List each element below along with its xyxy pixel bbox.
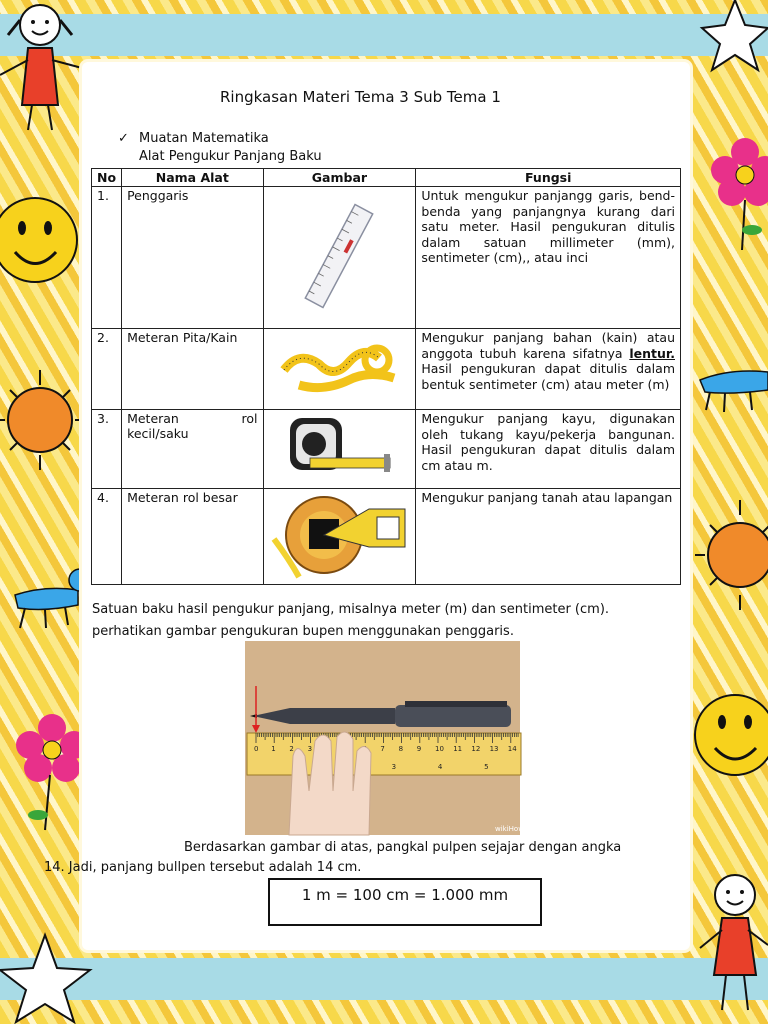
row-name: Meteran Pita/Kain [122, 329, 263, 410]
ruler-inch-label: 3 [391, 763, 397, 771]
ruler-label: 12 [471, 745, 481, 753]
row-function: Untuk mengukur panjangg garis, bend-benda yang panjangnya kurang dari satu meter. Hasil pengukuran ditulis dalam satuan millimeter (mm), sentimeter (cm),, atau inci [416, 187, 681, 329]
cat-right-icon [700, 371, 768, 412]
table-row [92, 410, 681, 489]
function-text: Hasil pengukuran dapat ditulis dalam bentuk sentimeter (cm) atau meter (m) [421, 361, 675, 392]
row-name: Penggaris [122, 187, 263, 329]
header-image: Gambar [263, 169, 416, 187]
wikihow-watermark: wikiHow [495, 825, 524, 833]
row-no: 2. [92, 329, 122, 410]
ruler-label: 2 [289, 745, 294, 753]
ruler-label: 7 [380, 745, 385, 753]
ruler-label: 3 [307, 745, 313, 753]
star-top-right-icon [702, 0, 768, 70]
smiley-left-icon [0, 198, 77, 282]
pen-ruler-photo [245, 641, 524, 835]
conclusion-line-1: Berdasarkan gambar di atas, pangkal pulpen sejajar dengan angka [184, 840, 622, 855]
sun-left-icon [0, 370, 90, 470]
table-header-row [92, 169, 681, 187]
ruler-label: 11 [453, 745, 463, 753]
row-no: 4. [92, 489, 122, 585]
unit-conversion-box: 1 m = 100 cm = 1.000 mm [268, 878, 542, 926]
topic-label: Alat Pengukur Panjang Baku [139, 149, 322, 164]
row-function: Mengukur panjang tanah atau lapangan [416, 489, 681, 585]
cat-left-icon [15, 569, 91, 628]
girl-bottom-right-icon [700, 875, 768, 1010]
header-no: No [92, 169, 122, 187]
ruler-label: 10 [435, 745, 444, 753]
function-text: Mengukur panjang bahan (kain) atau anggota tubuh karena sifatnya [421, 330, 675, 361]
ruler-inch-label: 5 [484, 763, 489, 771]
emphasis-lentur: lentur. [629, 345, 675, 361]
subject-label: Muatan Matematika [139, 131, 269, 146]
girl-top-left-icon [0, 5, 82, 130]
row-function: Mengukur panjang kayu, digunakan oleh tukang kayu/pekerja bangunan. Hasil pengukuran dapat ditulis dalam cm atau m. [416, 410, 681, 489]
conclusion-paragraph [44, 838, 682, 878]
row-name: Meteran rol kecil/saku [122, 410, 263, 489]
flower-right-icon [711, 138, 768, 250]
flower-left-icon [16, 714, 88, 830]
sun-right-icon [695, 500, 768, 610]
row-name: Meteran rol besar [122, 489, 263, 585]
ruler-label: 14 [507, 745, 517, 753]
paragraph-units: Satuan baku hasil pengukur panjang, misalnya meter (m) dan sentimeter (cm). [92, 602, 610, 617]
ruler-label: 9 [416, 745, 422, 753]
long-tape-reel-image [263, 489, 416, 585]
header-name: Nama Alat [122, 169, 263, 187]
paragraph-instruction: perhatikan gambar pengukuran bupen menggunakan penggaris. [92, 624, 514, 639]
row-no: 3. [92, 410, 122, 489]
ruler-inch-label: 4 [437, 763, 443, 771]
table-row [92, 187, 681, 329]
pocket-tape-image [263, 410, 416, 489]
measuring-tools-table [91, 168, 681, 585]
row-no: 1. [92, 187, 122, 329]
conclusion-line-2: 14. Jadi, panjang bullpen tersebut adalah 14 cm. [44, 860, 362, 875]
checkmark-icon: ✓ [118, 131, 129, 146]
smiley-right-icon [695, 695, 768, 775]
page-title: Ringkasan Materi Tema 3 Sub Tema 1 [220, 88, 501, 106]
ruler-image [263, 187, 416, 329]
header-function: Fungsi [416, 169, 681, 187]
ruler-label: 0 [254, 745, 259, 753]
tape-measure-image [263, 329, 416, 410]
table-row [92, 489, 681, 585]
ruler-label: 1 [271, 745, 276, 753]
star-bottom-left-icon [0, 935, 90, 1022]
ruler-label: 8 [398, 745, 404, 753]
table-row [92, 329, 681, 410]
row-function [416, 329, 681, 410]
ruler-label: 13 [489, 745, 499, 753]
